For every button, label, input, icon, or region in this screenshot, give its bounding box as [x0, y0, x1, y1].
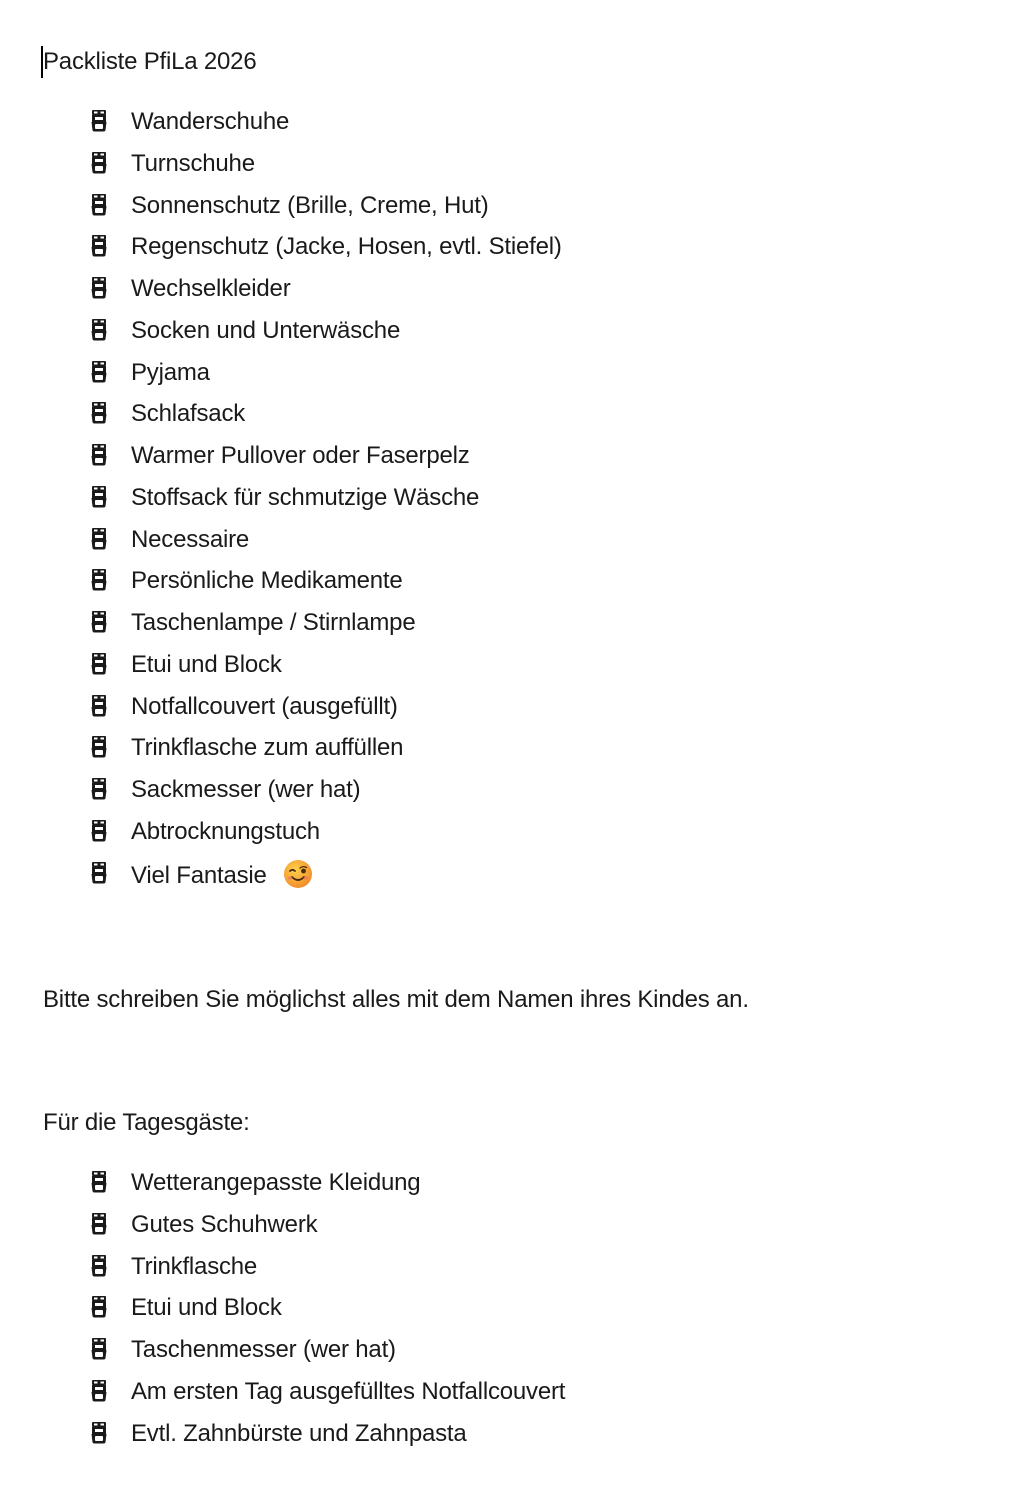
list-item-label — [131, 733, 403, 763]
list-item-label — [131, 650, 282, 680]
list-item-text: Pyjama — [131, 358, 210, 386]
list-item-text: Abtrocknungstuch — [131, 817, 320, 845]
list-item-label — [131, 107, 289, 137]
list-item-label — [131, 1168, 420, 1198]
list-item-text: Persönliche Medikamente — [131, 567, 403, 595]
backpack-icon — [90, 1296, 108, 1318]
list-item-label — [131, 316, 400, 346]
list-item-text: Stoffsack für schmutzige Wäsche — [131, 483, 480, 511]
list-item-label — [131, 1335, 396, 1365]
list-item-text: Wetterangepasste Kleidung — [131, 1169, 421, 1196]
list-item-text: Trinkflasche — [131, 1252, 258, 1280]
backpack-icon — [90, 235, 108, 257]
backpack-icon — [90, 695, 108, 717]
backpack-icon — [90, 1380, 108, 1402]
name-label-note: Bitte schreiben Sie möglichst alles mit dem Namen ihres Kindes an. — [43, 986, 749, 1013]
backpack-icon — [90, 569, 108, 591]
list-item-label — [131, 1377, 565, 1407]
list-item-label — [131, 1210, 317, 1240]
list-item-label — [131, 441, 470, 471]
list-item-text: Socken und Unterwäsche — [131, 316, 401, 344]
backpack-icon — [90, 736, 108, 758]
list-item-text: Etui und Block — [131, 1294, 282, 1322]
list-item-label — [131, 692, 398, 722]
backpack-icon — [90, 486, 108, 508]
list-item-text: Wanderschuhe — [131, 108, 290, 135]
backpack-icon — [90, 319, 108, 341]
backpack-icon — [90, 1255, 108, 1277]
list-item-label — [131, 274, 291, 304]
backpack-icon — [90, 1338, 108, 1360]
backpack-icon — [90, 361, 108, 383]
backpack-icon — [90, 862, 108, 884]
backpack-icon — [90, 1171, 108, 1193]
list-item-text: Evtl. Zahnbürste und Zahnpasta — [131, 1419, 467, 1447]
list-item-label — [131, 483, 479, 513]
list-item-label — [131, 608, 415, 638]
backpack-icon — [90, 194, 108, 216]
list-item-label — [131, 149, 255, 179]
list-item-text: Am ersten Tag ausgefülltes Notfallcouvert — [131, 1377, 566, 1405]
list-item-text: Sackmesser (wer hat) — [131, 776, 361, 803]
winking-face-emoji — [283, 859, 313, 889]
list-item-label — [131, 191, 489, 221]
list-item-label — [131, 775, 360, 805]
list-item-text: Notfallcouvert (ausgefüllt) — [131, 692, 398, 720]
backpack-icon — [90, 611, 108, 633]
list-item-label — [131, 525, 249, 555]
list-item-label — [131, 1419, 467, 1449]
backpack-icon — [90, 820, 108, 842]
backpack-icon — [90, 1213, 108, 1235]
list-item-label — [131, 859, 313, 891]
list-item-text: Turnschuhe — [131, 149, 255, 177]
day-guests-heading: Für die Tagesgäste: — [43, 1109, 250, 1136]
list-item-text: Schlafsack — [131, 400, 246, 428]
list-item-text: Gutes Schuhwerk — [131, 1210, 318, 1238]
list-item-label — [131, 232, 562, 262]
list-item-text: Warmer Pullover oder Faserpelz — [131, 442, 470, 469]
list-item-label — [131, 817, 320, 847]
backpack-icon — [90, 653, 108, 675]
list-item-text: Regenschutz (Jacke, Hosen, evtl. Stiefel) — [131, 233, 562, 261]
backpack-icon — [90, 402, 108, 424]
list-item-label — [131, 399, 245, 429]
backpack-icon — [90, 152, 108, 174]
list-item-label — [131, 566, 403, 596]
list-item-text: Sonnenschutz (Brille, Creme, Hut) — [131, 191, 489, 219]
list-item-text: Viel Fantasie — [131, 861, 267, 889]
list-item-text: Trinkflasche zum auffüllen — [131, 734, 404, 762]
list-item-label — [131, 358, 210, 388]
list-item-text: Taschenmesser (wer hat) — [131, 1336, 396, 1363]
backpack-icon — [90, 277, 108, 299]
list-item-text: Etui und Block — [131, 650, 282, 678]
list-item-text: Wechselkleider — [131, 275, 291, 302]
list-item-label — [131, 1252, 257, 1282]
backpack-icon — [90, 1422, 108, 1444]
document-title: Packliste PfiLa 2026 — [43, 48, 257, 75]
backpack-icon — [90, 778, 108, 800]
list-item-label — [131, 1293, 282, 1323]
list-item-text: Taschenlampe / Stirnlampe — [131, 609, 416, 636]
list-item-text: Necessaire — [131, 525, 250, 553]
backpack-icon — [90, 528, 108, 550]
backpack-icon — [90, 110, 108, 132]
backpack-icon — [90, 444, 108, 466]
